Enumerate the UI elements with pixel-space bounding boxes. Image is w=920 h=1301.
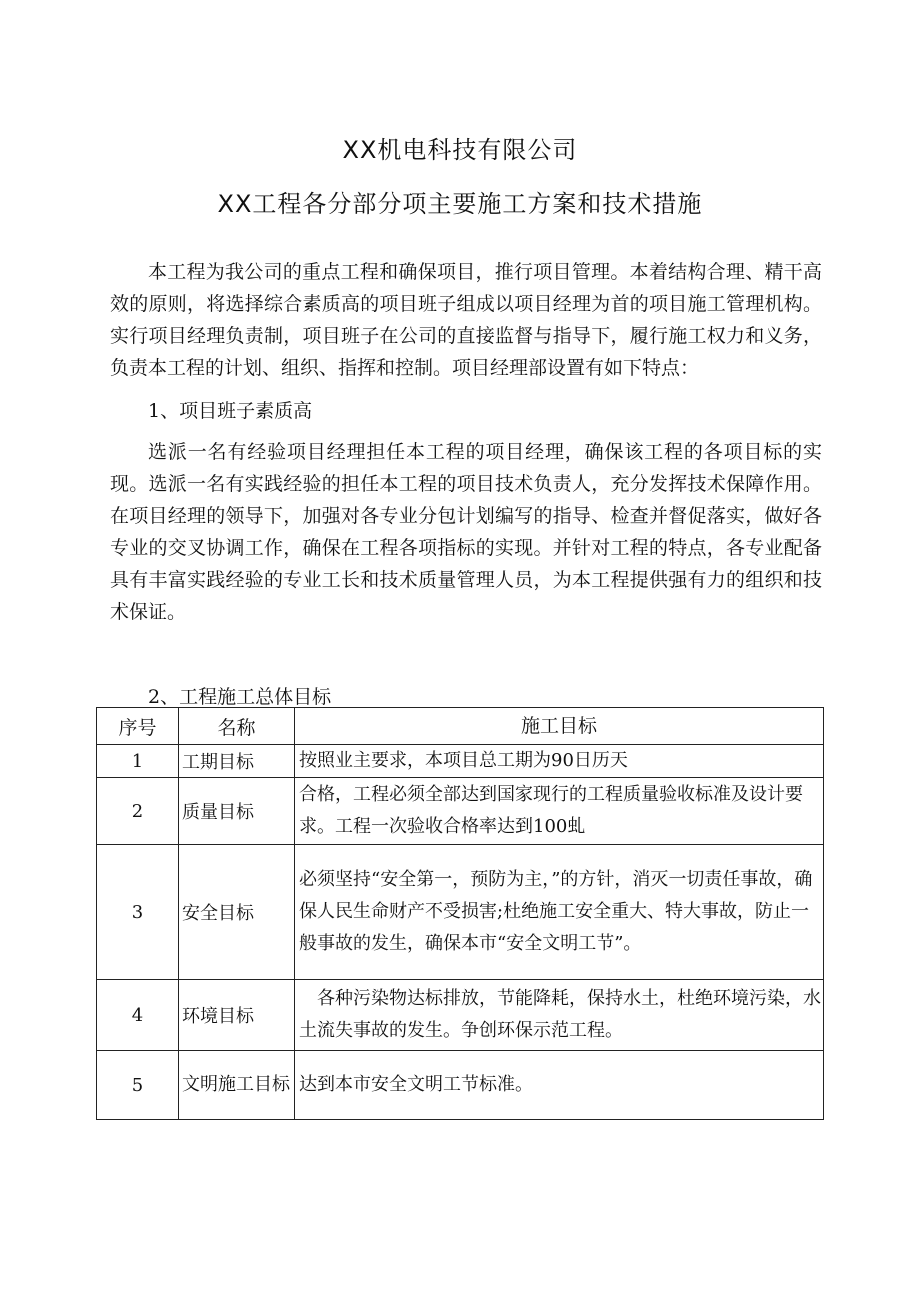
company-name: XX机电科技有限公司 [342, 136, 578, 164]
table-row [97, 845, 824, 980]
table-row [97, 745, 824, 778]
section-2-heading: 2、工程施工总体目标 [148, 686, 332, 708]
intro-paragraph: 本工程为我公司的重点工程和确保项目，推行项目管理。本着结构合理、精干高效的原则，将选择综合素质高的项目班子组成以项目经理为首的项目施工管理机构。实行项目经理负责制，项目班子在公司的直接监督与指导下，履行施工权力和义务，负责本工程的计划、组织、指挥和控制。项目经理部设置有如下特点： [110, 261, 822, 379]
row-no: 5 [97, 1051, 179, 1120]
section-1-paragraph: 选派一名有经验项目经理担任本工程的项目经理，确保该工程的各项目标的实现。选派一名有实践经验的担任本工程的项目技术负责人，充分发挥技术保障作用。在项目经理的领导下，加强对各专业分包计划编写的指导、检查并督促落实，做好各专业的交叉协调工作，确保在工程各项指标的实现。并针对工程的特点，各专业配备具有丰富实践经验的专业工长和技术质量管理人员，为本工程提供强有力的组织和技术保证。 [110, 441, 822, 623]
header-goal: 施工目标 [295, 708, 824, 745]
row-name: 安全目标 [179, 845, 295, 980]
row-goal: 达到本市安全文明工节标准。 [295, 1051, 824, 1120]
row-goal: 必须坚持“安全第一，预防为主，”的方针，消灭一切责任事故，确保人民生命财产不受损害;杜绝施工安全重大、特大事故，防止一般事故的发生，确保本市“安全文明工节”。 [295, 845, 824, 980]
section-1-heading: 1、项目班子素质高 [148, 400, 313, 422]
row-name: 环境目标 [179, 980, 295, 1051]
goals-table [96, 707, 824, 1120]
row-goal: 合格，工程必须全部达到国家现行的工程质量验收标准及设计要求。工程一次验收合格率达到100虬 [295, 778, 824, 845]
row-no: 1 [97, 745, 179, 778]
document-title: XX工程各分部分项主要施工方案和技术措施 [217, 190, 703, 218]
table-row [97, 778, 824, 845]
row-goal: 各种污染物达标排放，节能降耗，保持水土，杜绝环境污染，水土流失事故的发生。争创环保示范工程。 [295, 980, 824, 1051]
table-header-row [97, 708, 824, 745]
row-name: 工期目标 [179, 745, 295, 778]
header-no: 序号 [97, 708, 179, 745]
table-row [97, 980, 824, 1051]
row-no: 4 [97, 980, 179, 1051]
row-no: 2 [97, 778, 179, 845]
header-name: 名称 [179, 708, 295, 745]
row-goal: 按照业主要求，本项目总工期为90日历天 [295, 745, 824, 778]
row-no: 3 [97, 845, 179, 980]
row-name: 质量目标 [179, 778, 295, 845]
row-name: 文明施工目标 [179, 1051, 295, 1120]
table-row [97, 1051, 824, 1120]
